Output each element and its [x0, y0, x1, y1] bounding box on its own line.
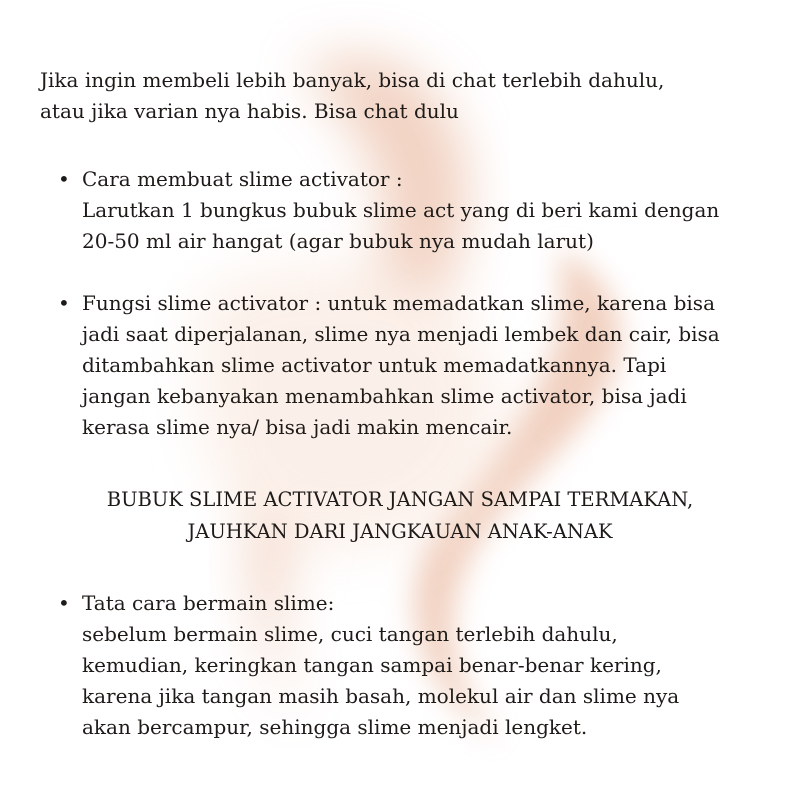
intro-paragraph: [40, 65, 770, 127]
bullet-line: Larutkan 1 bungkus bubuk slime act yang di beri kami dengan: [82, 198, 720, 222]
intro-line: Jika ingin membeli lebih banyak, bisa di chat terlebih dahulu,: [40, 68, 665, 92]
bullet-line: 20-50 ml air hangat (agar bubuk nya mudah larut): [82, 229, 594, 253]
bullet-line: Cara membuat slime activator :: [82, 167, 403, 191]
bullet-line: Fungsi slime activator : untuk memadatkan slime, karena bisa: [82, 291, 715, 315]
bullet-text: [82, 164, 778, 257]
bullet-line: akan bercampur, sehingga slime menjadi lengket.: [82, 715, 588, 739]
bullet-line: jadi saat diperjalanan, slime nya menjadi lembek dan cair, bisa: [82, 322, 720, 346]
bullet-line: kerasa slime nya/ bisa jadi makin mencair.: [82, 415, 513, 439]
warning-notice: [0, 484, 800, 548]
bullet-line: jangan kebanyakan menambahkan slime activator, bisa jadi: [82, 384, 687, 408]
intro-line: atau jika varian nya habis. Bisa chat dulu: [40, 99, 459, 123]
bullet-line: ditambahkan slime activator untuk memadatkannya. Tapi: [82, 353, 667, 377]
bullet-line: karena jika tangan masih basah, molekul air dan slime nya: [82, 684, 680, 708]
warning-line: JAUHKAN DARI JANGKAUAN ANAK-ANAK: [187, 520, 613, 543]
bullet-dot-icon: •: [58, 167, 70, 191]
bullet-line: Tata cara bermain slime:: [82, 591, 335, 615]
bullet-dot-icon: •: [58, 291, 70, 315]
bullet-line: sebelum bermain slime, cuci tangan terlebih dahulu,: [82, 622, 618, 646]
warning-line: BUBUK SLIME ACTIVATOR JANGAN SAMPAI TERMAKAN,: [106, 488, 694, 511]
bullet-text: [82, 588, 778, 743]
bullet-dot-icon: •: [58, 591, 70, 615]
bullet-text: [82, 288, 778, 443]
bullet-line: kemudian, keringkan tangan sampai benar-benar kering,: [82, 653, 662, 677]
